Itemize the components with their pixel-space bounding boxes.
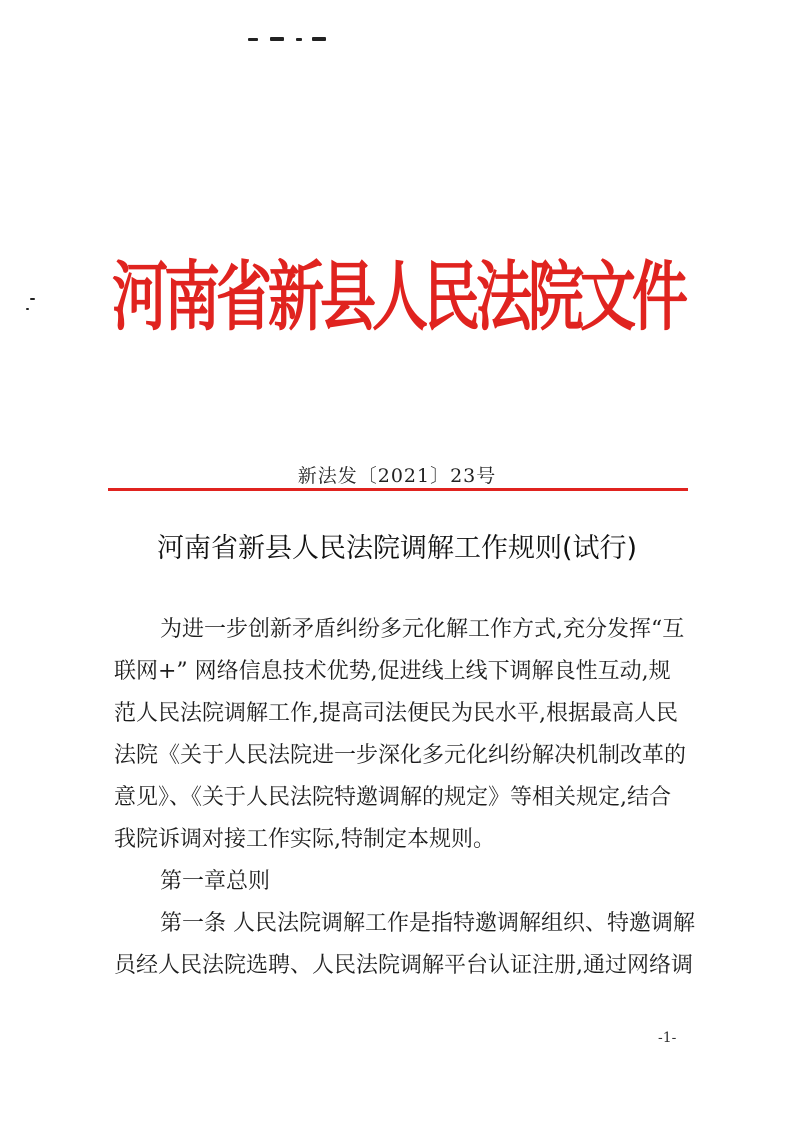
scan-mark — [296, 38, 302, 41]
body-line: 法院《关于人民法院进一步深化多元化纠纷解决机制改革的 — [114, 743, 687, 768]
body-line: 意见》、《关于人民法院特邀调解的规定》等相关规定,结合 — [114, 785, 671, 810]
body-line: 第一条 人民法院调解工作是指特邀调解组织、特邀调解 — [160, 911, 695, 936]
scan-mark — [30, 298, 35, 300]
body-line: 联网+” 网络信息技术优势,促进线上线下调解良性互动,规 — [114, 659, 671, 684]
red-divider-line — [108, 488, 688, 491]
body-line: 为进一步创新矛盾纠纷多元化解工作方式,充分发挥“互 — [160, 617, 685, 642]
document-title: 河南省新县人民法院调解工作规则(试行) — [156, 533, 638, 564]
issuing-authority-header: 河南省新县人民法院文件 — [112, 252, 684, 342]
body-line: 我院诉调对接工作实际,特制定本规则。 — [114, 827, 495, 852]
document-body — [114, 609, 695, 987]
chapter-heading: 第一章总则 — [160, 869, 271, 894]
scan-mark — [26, 308, 29, 310]
page-number: -1- — [658, 1030, 677, 1046]
document-number: 新法发〔2021〕23号 — [297, 465, 497, 487]
body-line: 员经人民法院选聘、人民法院调解平台认证注册,通过网络调 — [114, 953, 693, 978]
body-line: 范人民法院调解工作,提高司法便民为民水平,根据最高人民 — [114, 701, 678, 726]
scan-mark — [312, 37, 326, 41]
scan-mark — [248, 38, 258, 41]
scan-mark — [270, 37, 284, 41]
